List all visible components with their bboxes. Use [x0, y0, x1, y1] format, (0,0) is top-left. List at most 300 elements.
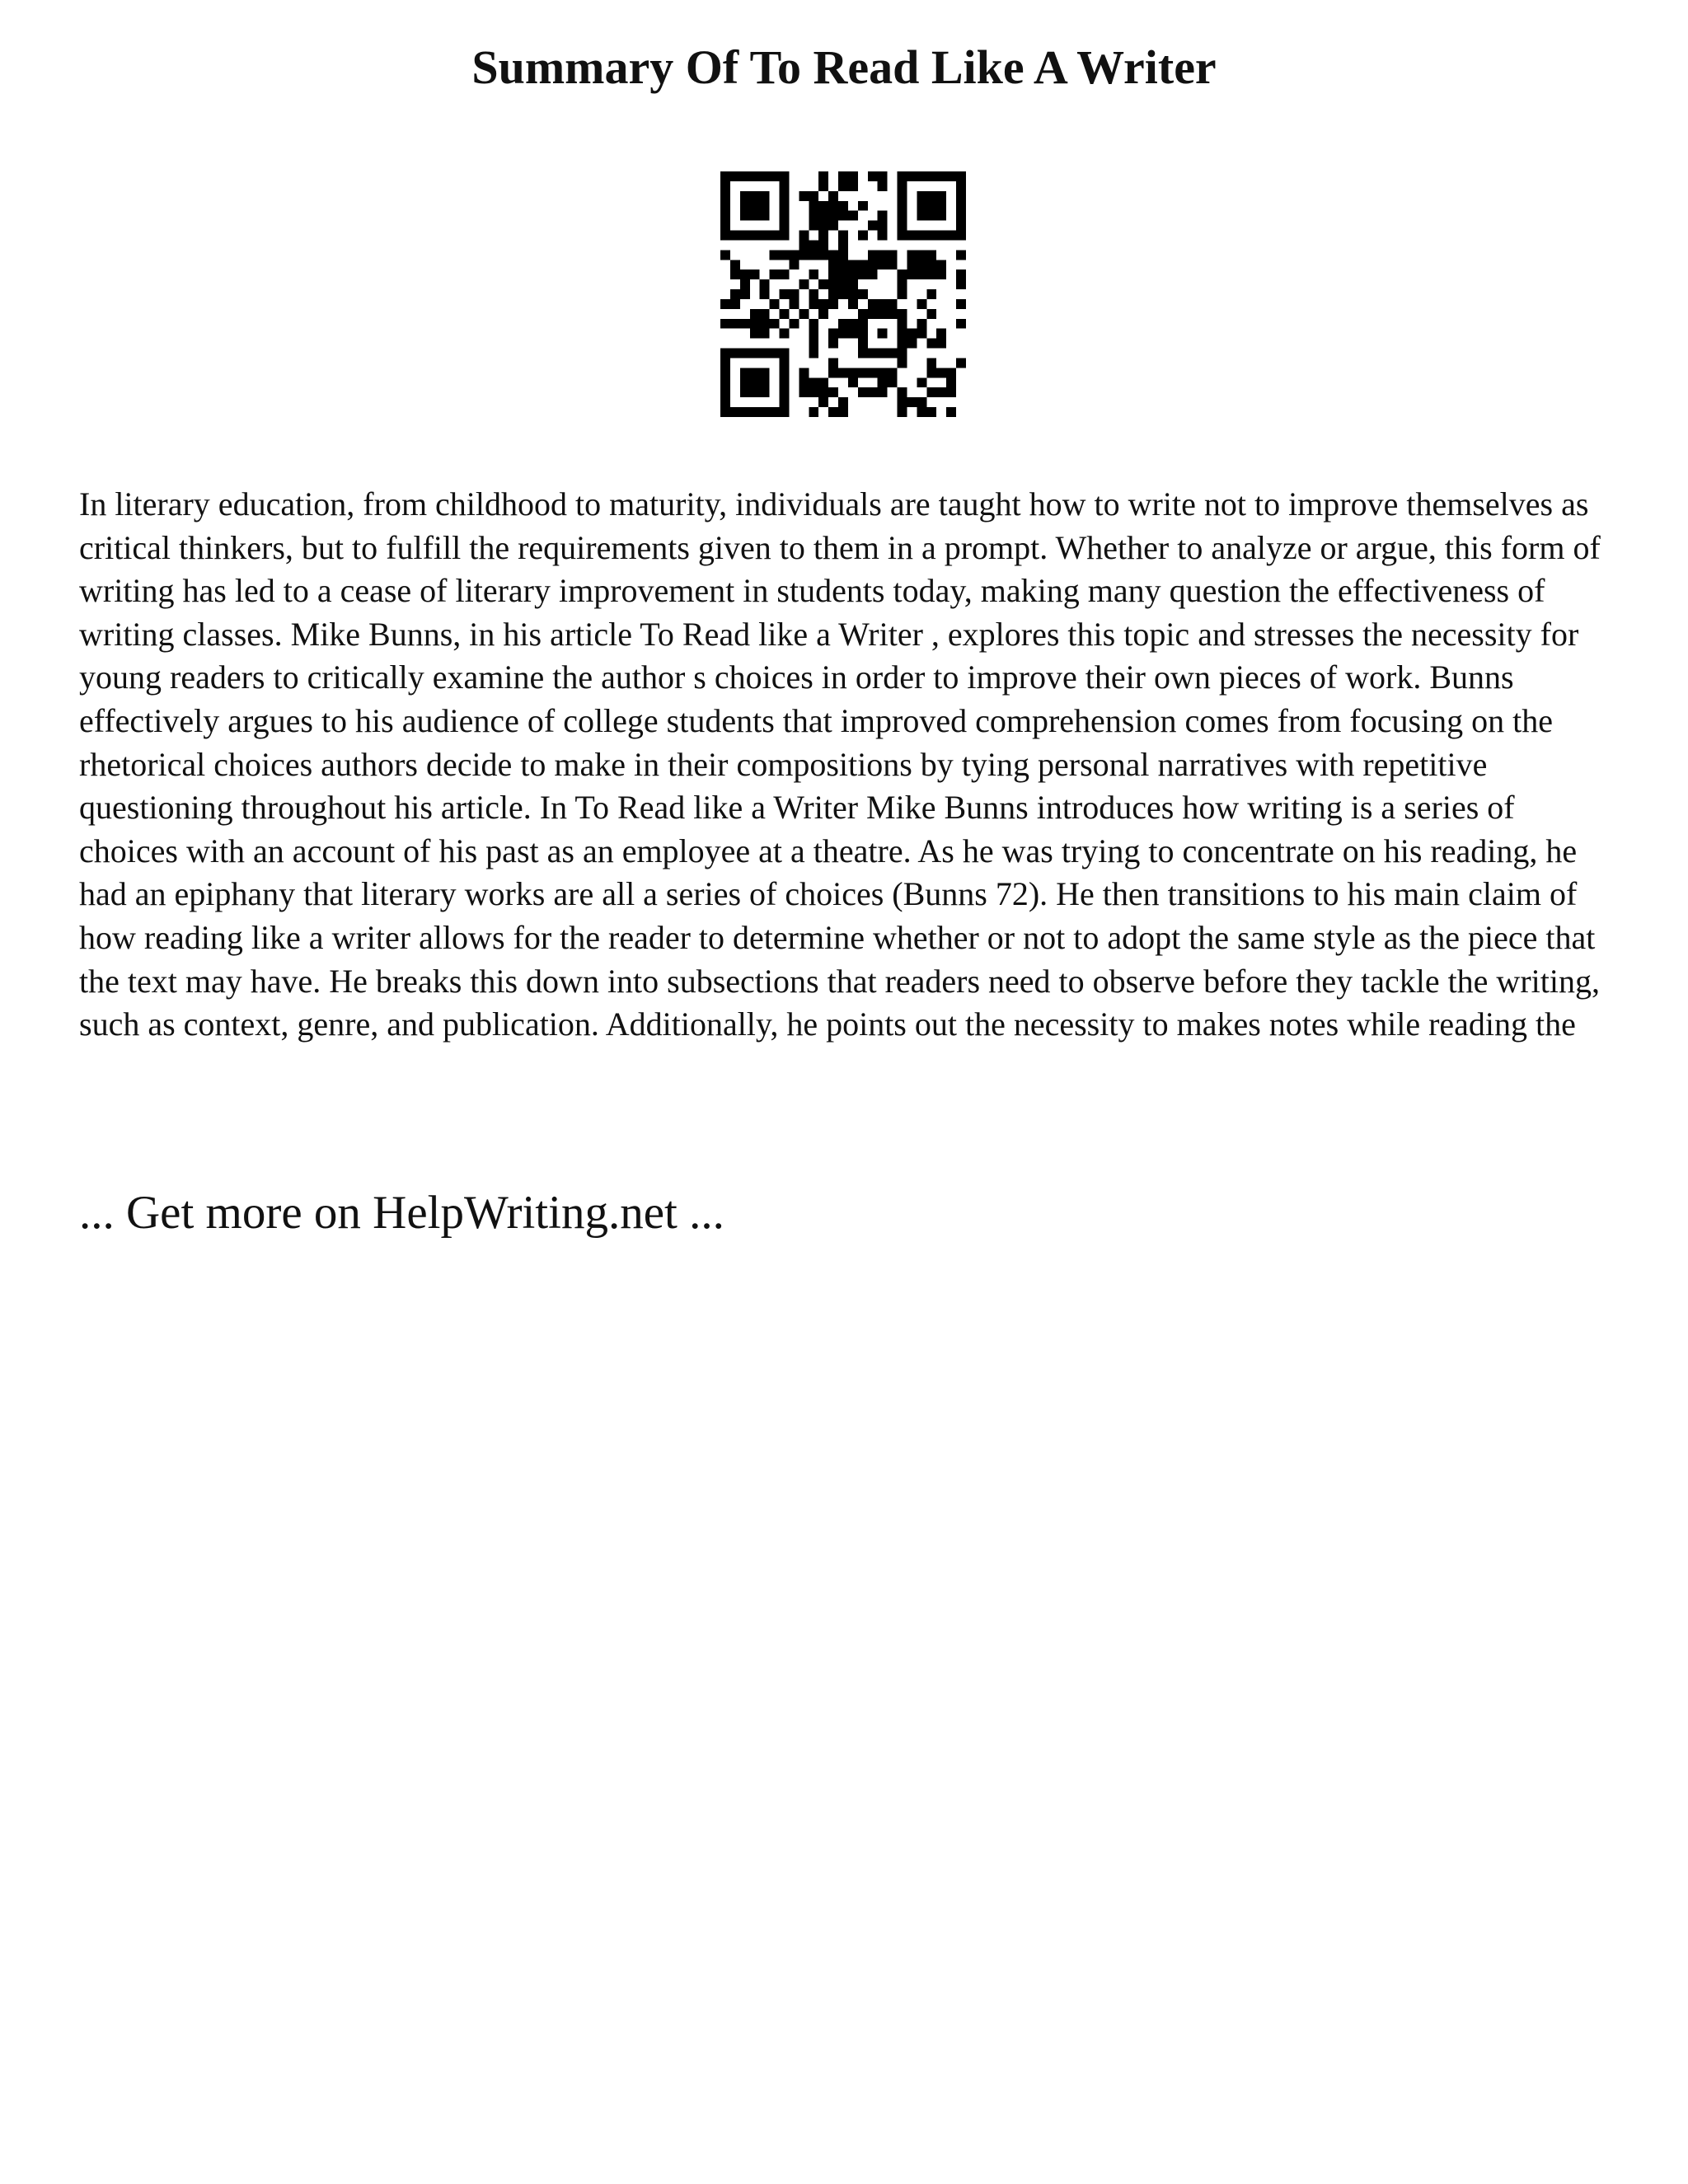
qr-module [838, 250, 848, 260]
qr-module [898, 289, 907, 299]
qr-module [750, 368, 760, 377]
qr-module [750, 407, 760, 417]
qr-module [868, 349, 878, 359]
qr-module [720, 358, 730, 368]
qr-module [818, 171, 828, 181]
qr-module [809, 250, 818, 260]
qr-module [740, 269, 750, 279]
qr-module [946, 407, 956, 417]
qr-module [926, 358, 936, 368]
get-more-link[interactable]: ... Get more on HelpWriting.net ... [79, 1187, 724, 1239]
qr-module [799, 240, 809, 250]
qr-module [760, 368, 770, 377]
qr-module [936, 231, 946, 241]
qr-module [917, 201, 926, 211]
qr-module [956, 269, 966, 279]
qr-module [740, 349, 750, 359]
qr-module [828, 250, 838, 260]
qr-module [750, 191, 760, 201]
qr-module [740, 171, 750, 181]
qr-module [936, 329, 946, 339]
qr-module [888, 368, 898, 377]
qr-module [926, 368, 936, 377]
qr-module [917, 260, 926, 269]
qr-module [936, 171, 946, 181]
qr-module [907, 231, 917, 241]
qr-module [926, 250, 936, 260]
qr-module [907, 250, 917, 260]
qr-module [917, 211, 926, 221]
qr-module [828, 191, 838, 201]
qr-module [818, 309, 828, 319]
qr-module [720, 231, 730, 241]
qr-module [750, 319, 760, 329]
qr-module [750, 269, 760, 279]
qr-module [868, 387, 878, 397]
qr-module [936, 201, 946, 211]
qr-module [878, 377, 888, 387]
qr-module [868, 269, 878, 279]
qr-module [926, 407, 936, 417]
qr-module [818, 299, 828, 309]
qr-module [789, 299, 799, 309]
qr-module [848, 368, 858, 377]
qr-module [828, 289, 838, 299]
qr-module [818, 279, 828, 289]
qr-module [848, 329, 858, 339]
qr-module [956, 211, 966, 221]
qr-module [750, 387, 760, 397]
qr-module [878, 250, 888, 260]
qr-module [917, 319, 926, 329]
qr-module [720, 387, 730, 397]
qr-module [888, 299, 898, 309]
qr-module [936, 191, 946, 201]
qr-module [888, 309, 898, 319]
qr-module [838, 240, 848, 250]
qr-module [878, 309, 888, 319]
qr-module [818, 397, 828, 407]
qr-module [926, 201, 936, 211]
qr-module [898, 231, 907, 241]
qr-module [720, 211, 730, 221]
qr-module [770, 250, 780, 260]
qr-module [780, 358, 790, 368]
qr-module [848, 299, 858, 309]
qr-module [799, 250, 809, 260]
qr-module [828, 407, 838, 417]
qr-module [809, 319, 818, 329]
qr-module [750, 231, 760, 241]
qr-module [848, 377, 858, 387]
qr-module [809, 240, 818, 250]
qr-module [818, 221, 828, 231]
qr-module [828, 387, 838, 397]
qr-module [730, 260, 740, 269]
qr-module [720, 221, 730, 231]
qr-module [780, 387, 790, 397]
qr-module [956, 201, 966, 211]
qr-module [740, 407, 750, 417]
qr-module [888, 349, 898, 359]
qr-module [946, 231, 956, 241]
qr-module [780, 368, 790, 377]
qr-module [936, 260, 946, 269]
qr-module [809, 211, 818, 221]
qr-module [750, 329, 760, 339]
qr-module [818, 211, 828, 221]
qr-module [770, 299, 780, 309]
qr-module [770, 349, 780, 359]
qr-module [760, 289, 770, 299]
qr-module [838, 329, 848, 339]
qr-module [868, 260, 878, 269]
qr-module [848, 211, 858, 221]
qr-module [760, 319, 770, 329]
qr-module [780, 329, 790, 339]
qr-module [799, 368, 809, 377]
qr-module [750, 377, 760, 387]
qr-code-graphic [720, 171, 966, 417]
qr-module [740, 289, 750, 299]
qr-module [898, 387, 907, 397]
qr-module [818, 387, 828, 397]
qr-module [838, 319, 848, 329]
qr-module [898, 329, 907, 339]
qr-module [878, 299, 888, 309]
qr-module [828, 279, 838, 289]
qr-module [917, 407, 926, 417]
qr-module [720, 299, 730, 309]
qr-module [878, 329, 888, 339]
qr-module [838, 368, 848, 377]
qr-module [730, 407, 740, 417]
qr-module [898, 181, 907, 191]
qr-module [789, 319, 799, 329]
qr-module [858, 368, 868, 377]
qr-module [956, 250, 966, 260]
qr-module [926, 231, 936, 241]
qr-module [907, 171, 917, 181]
qr-module [740, 279, 750, 289]
qr-module [828, 339, 838, 349]
qr-module [898, 191, 907, 201]
qr-module [946, 368, 956, 377]
qr-module [760, 171, 770, 181]
qr-module [730, 171, 740, 181]
qr-module [760, 231, 770, 241]
qr-module [838, 231, 848, 241]
qr-module [838, 279, 848, 289]
qr-module [809, 377, 818, 387]
qr-module [878, 260, 888, 269]
qr-module [809, 339, 818, 349]
qr-module [858, 349, 868, 359]
qr-module [858, 329, 868, 339]
qr-module [878, 181, 888, 191]
qr-module [828, 358, 838, 368]
qr-module [770, 269, 780, 279]
qr-module [907, 269, 917, 279]
qr-module [858, 289, 868, 299]
qr-module [730, 349, 740, 359]
qr-module [799, 191, 809, 201]
qr-module [780, 181, 790, 191]
qr-module [878, 211, 888, 221]
qr-module [838, 171, 848, 181]
qr-module [838, 201, 848, 211]
qr-module [838, 260, 848, 269]
qr-module [926, 260, 936, 269]
qr-module [780, 171, 790, 181]
qr-module [898, 309, 907, 319]
qr-module [750, 201, 760, 211]
qr-module [809, 221, 818, 231]
qr-module [956, 279, 966, 289]
qr-module [760, 407, 770, 417]
qr-module [780, 309, 790, 319]
qr-module [740, 211, 750, 221]
page-title: Summary Of To Read Like A Writer [471, 40, 1217, 94]
qr-module [868, 221, 878, 231]
qr-module [828, 260, 838, 269]
qr-module [926, 211, 936, 221]
qr-module [760, 387, 770, 397]
qr-module [898, 201, 907, 211]
qr-module [740, 377, 750, 387]
qr-module [878, 231, 888, 241]
qr-module [898, 358, 907, 368]
qr-module [888, 377, 898, 387]
qr-code-icon [720, 171, 966, 417]
qr-module [730, 231, 740, 241]
qr-module [926, 309, 936, 319]
qr-module [720, 181, 730, 191]
qr-module [848, 260, 858, 269]
qr-module [818, 181, 828, 191]
qr-module [750, 211, 760, 221]
qr-module [809, 329, 818, 339]
qr-module [818, 240, 828, 250]
qr-module [780, 201, 790, 211]
qr-module [888, 260, 898, 269]
qr-module [818, 201, 828, 211]
qr-module [917, 231, 926, 241]
qr-module [936, 368, 946, 377]
qr-module [780, 289, 790, 299]
qr-module [956, 231, 966, 241]
qr-module [898, 397, 907, 407]
qr-module [907, 329, 917, 339]
qr-module [770, 171, 780, 181]
qr-module [720, 407, 730, 417]
qr-module [848, 289, 858, 299]
qr-module [878, 221, 888, 231]
qr-module [858, 339, 868, 349]
qr-module [799, 231, 809, 241]
qr-module [780, 407, 790, 417]
body-paragraph: In literary education, from childhood to maturity, individuals are taught how to write not to improve themselves as critical thinkers, but to fulfill the requirements given to them in a prompt. Whether to analyze or argue, this form of writing has led to a cease of literary improvement in students today, making many question the effectiveness of writing classes. Mike Bunns, in his article To Read like a Writer , explores this topic and stresses the necessity for young readers to critically examine the author s choices in order to improve their own pieces of work. Bunns effectively argues to his audience of college students that improved comprehension comes from focusing on the rhetorical choices authors decide to make in their compositions by tying personal narratives with repetitive questioning throughout his article. In To Read like a Writer Mike Bunns introduces how writing is a series of choices with an account of his past as an employee at a theatre. As he was trying to concentrate on his reading, he had an epiphany that literary works are all a series of choices (Bunns 72). He then transitions to his main claim of how reading like a writer allows for the reader to determine whether or not to adopt the same style as the piece that the text may have. He breaks this down into subsections that readers need to observe before they tackle the writing, such as context, genre, and publication. Additionally, he points out the necessity to makes notes while reading the [79, 485, 1601, 1043]
qr-module [838, 397, 848, 407]
qr-module [936, 211, 946, 221]
qr-module [809, 201, 818, 211]
qr-module [828, 221, 838, 231]
qr-module [926, 387, 936, 397]
qr-module [740, 387, 750, 397]
qr-module [740, 201, 750, 211]
qr-module [917, 191, 926, 201]
qr-module [780, 231, 790, 241]
qr-module [926, 191, 936, 201]
qr-module [760, 201, 770, 211]
qr-module [926, 269, 936, 279]
qr-module [809, 349, 818, 359]
qr-module [956, 358, 966, 368]
qr-module [848, 171, 858, 181]
qr-module [926, 289, 936, 299]
qr-module [848, 181, 858, 191]
qr-module [858, 309, 868, 319]
qr-module [936, 339, 946, 349]
qr-module [956, 319, 966, 329]
qr-module [780, 250, 790, 260]
qr-module [770, 407, 780, 417]
qr-module [956, 171, 966, 181]
qr-module [760, 377, 770, 387]
qr-module [907, 397, 917, 407]
qr-module [720, 201, 730, 211]
qr-module [720, 319, 730, 329]
qr-module [848, 319, 858, 329]
qr-module [878, 349, 888, 359]
qr-module [917, 269, 926, 279]
qr-module [740, 231, 750, 241]
qr-module [720, 368, 730, 377]
qr-module [917, 397, 926, 407]
qr-module [760, 309, 770, 319]
qr-module [858, 260, 868, 269]
qr-module [730, 299, 740, 309]
qr-module [799, 377, 809, 387]
qr-module [789, 289, 799, 299]
qr-module [760, 329, 770, 339]
qr-module [740, 368, 750, 377]
qr-module [818, 250, 828, 260]
qr-module [809, 387, 818, 397]
qr-module [750, 171, 760, 181]
qr-module [888, 250, 898, 260]
qr-module [858, 387, 868, 397]
qr-module [936, 269, 946, 279]
qr-module [720, 349, 730, 359]
qr-module [917, 250, 926, 260]
qr-module [720, 377, 730, 387]
qr-module [720, 250, 730, 260]
qr-module [760, 279, 770, 289]
qr-module [898, 339, 907, 349]
qr-module [750, 349, 760, 359]
qr-module [760, 349, 770, 359]
qr-module [750, 309, 760, 319]
qr-module [828, 368, 838, 377]
qr-module [898, 221, 907, 231]
qr-module [936, 387, 946, 397]
qr-module [898, 269, 907, 279]
qr-module [809, 289, 818, 299]
qr-module [956, 221, 966, 231]
qr-module [898, 171, 907, 181]
qr-module [956, 191, 966, 201]
qr-module [780, 211, 790, 221]
qr-module [898, 349, 907, 359]
qr-module [848, 269, 858, 279]
qr-module [917, 299, 926, 309]
qr-module [907, 260, 917, 269]
qr-module [838, 269, 848, 279]
qr-module [730, 319, 740, 329]
qr-module [858, 319, 868, 329]
qr-module [868, 368, 878, 377]
qr-module [730, 289, 740, 299]
qr-module [789, 260, 799, 269]
qr-module [720, 171, 730, 181]
qr-module [868, 309, 878, 319]
qr-module [770, 231, 780, 241]
qr-module [740, 191, 750, 201]
qr-module [946, 171, 956, 181]
qr-module [828, 269, 838, 279]
qr-module [917, 377, 926, 387]
qr-module [878, 368, 888, 377]
qr-module [838, 289, 848, 299]
qr-module [868, 299, 878, 309]
qr-module [809, 407, 818, 417]
qr-module [809, 269, 818, 279]
qr-module [868, 171, 878, 181]
qr-module [917, 171, 926, 181]
qr-module [858, 201, 868, 211]
qr-module [828, 211, 838, 221]
qr-module [907, 339, 917, 349]
qr-module [828, 201, 838, 211]
qr-module [760, 191, 770, 201]
qr-module [799, 309, 809, 319]
qr-module [946, 377, 956, 387]
qr-module [838, 211, 848, 221]
qr-module [720, 191, 730, 201]
qr-module [838, 181, 848, 191]
qr-module [858, 231, 868, 241]
qr-module [780, 269, 790, 279]
qr-module [770, 319, 780, 329]
qr-module [799, 279, 809, 289]
qr-module [828, 299, 838, 309]
qr-module [946, 387, 956, 397]
qr-module [956, 299, 966, 309]
qr-module [760, 211, 770, 221]
qr-module [917, 329, 926, 339]
qr-module [740, 319, 750, 329]
qr-module [956, 181, 966, 191]
qr-module [878, 387, 888, 397]
qr-module [780, 221, 790, 231]
qr-module [780, 397, 790, 407]
qr-module [898, 319, 907, 329]
qr-module [898, 407, 907, 417]
qr-module [780, 349, 790, 359]
qr-module [828, 329, 838, 339]
qr-module [868, 250, 878, 260]
